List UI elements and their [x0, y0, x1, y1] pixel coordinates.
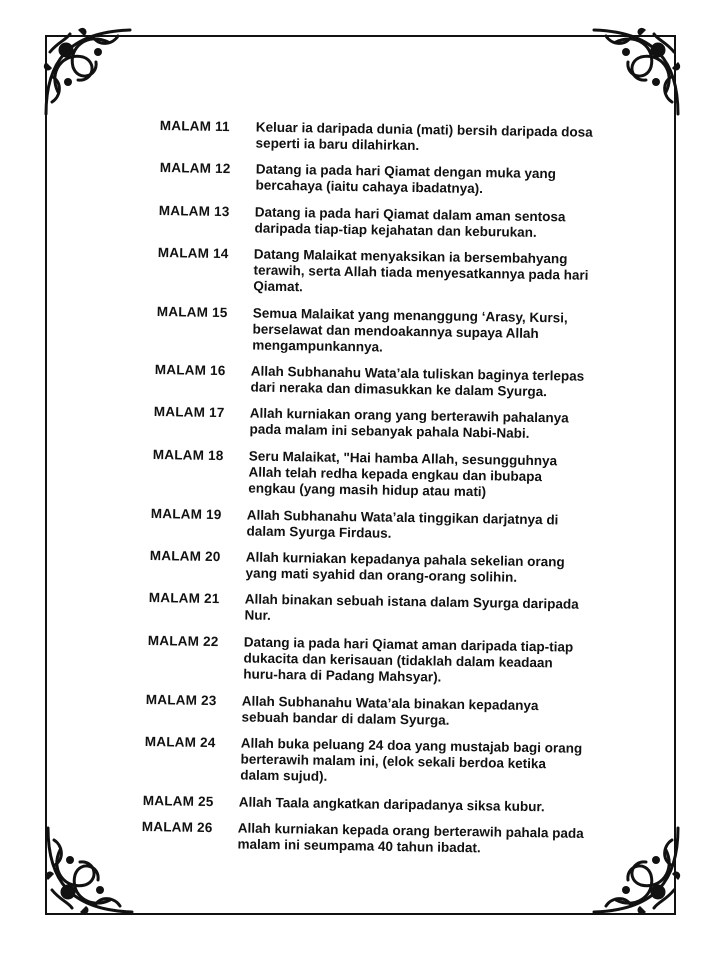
entry-label: MALAM 20 — [149, 548, 221, 565]
entry-label: MALAM 17 — [153, 404, 225, 421]
entry-label: MALAM 11 — [159, 118, 230, 135]
list-item — [157, 245, 604, 300]
entry-label: MALAM 18 — [152, 447, 224, 464]
entry-text: Allah Subhanahu Wata’ala tinggikan darjatnya di dalam Syurga Firdaus. — [246, 507, 559, 541]
entry-label: MALAM 13 — [158, 203, 230, 220]
list-item — [158, 203, 604, 242]
list-item — [145, 692, 591, 731]
list-item — [153, 404, 599, 443]
list-item — [159, 160, 605, 199]
entry-label: MALAM 26 — [141, 819, 213, 836]
entry-text: Allah Taala angkatkan daripadanya siksa kubur. — [238, 794, 545, 815]
entry-label: MALAM 23 — [145, 692, 217, 709]
entry-text: Allah buka peluang 24 doa yang mustajab bagi orang berterawih malam ini, (elok sekali berdoa ketika dalam sujud). — [240, 735, 583, 784]
entry-label: MALAM 25 — [142, 793, 214, 810]
entry-text: Datang ia pada hari Qiamat dengan muka yang bercahaya (iaitu cahaya ibadatnya). — [255, 161, 557, 197]
entry-text: Datang ia pada hari Qiamat aman daripada tiap-tiap dukacita dan kerisauan (tidaklah dalam keadaan huru-hara di Padang Mahsyar). — [243, 634, 574, 685]
entry-label: MALAM 21 — [148, 590, 220, 607]
entry-text: Allah kurniakan kepada orang berterawih pahala pada malam ini seumpama 40 tahun ibadat. — [237, 820, 584, 856]
entry-text: Semua Malaikat yang menanggung ‘Arasy, Kursi, berselawat dan mendoakannya supaya Allah mengampunkannya. — [252, 305, 568, 355]
entry-text: Keluar ia daripada dunia (mati) bersih daripada dosa seperti ia baru dilahirkan. — [255, 119, 593, 154]
list-item — [141, 819, 587, 858]
entry-text: Datang Malaikat menyaksikan ia bersembahyang terawih, serta Allah tiada menyesatkannya pada hari Qiamat. — [253, 246, 589, 295]
entry-label: MALAM 19 — [150, 506, 222, 523]
entry-text: Allah Subhanahu Wata’ala binakan kepadanya sebuah bandar di dalam Syurga. — [241, 693, 539, 728]
entry-text: Datang ia pada hari Qiamat dalam aman sentosa daripada tiap-tiap kejahatan dan keburukan. — [254, 204, 566, 240]
list-item — [143, 793, 589, 816]
list-item — [150, 506, 596, 545]
list-item — [152, 447, 599, 502]
list-item — [154, 362, 600, 401]
entry-label: MALAM 24 — [144, 734, 216, 751]
list-item — [147, 633, 594, 688]
entry-label: MALAM 22 — [147, 633, 219, 650]
entry-text: Allah kurniakan kepadanya pahala sekelian orang yang mati syahid dan orang-orang solihin. — [245, 549, 565, 585]
entry-text: Allah Subhanahu Wata’ala tuliskan baginya terlepas dari neraka dan dimasukkan ke dalam Syurga. — [250, 363, 585, 400]
entry-label: MALAM 14 — [157, 245, 229, 262]
entry-text: Allah kurniakan orang yang berterawih pahalanya pada malam ini sebanyak pahala Nabi-Nabi. — [249, 405, 569, 441]
list-item — [156, 304, 603, 359]
entry-text: Seru Malaikat, "Hai hamba Allah, sesungguhnya Allah telah redha kepada engkau dan ibubapa engkau (yang masih hidup atau mati) — [248, 448, 558, 500]
entry-label: MALAM 16 — [154, 362, 226, 379]
list-item — [159, 118, 605, 157]
list-item — [149, 548, 595, 587]
list-item — [148, 590, 594, 629]
list-item — [144, 734, 591, 789]
entry-label: MALAM 12 — [159, 160, 231, 177]
entry-text: Allah binakan sebuah istana dalam Syurga daripada Nur. — [244, 591, 579, 623]
entry-label: MALAM 15 — [156, 304, 228, 321]
